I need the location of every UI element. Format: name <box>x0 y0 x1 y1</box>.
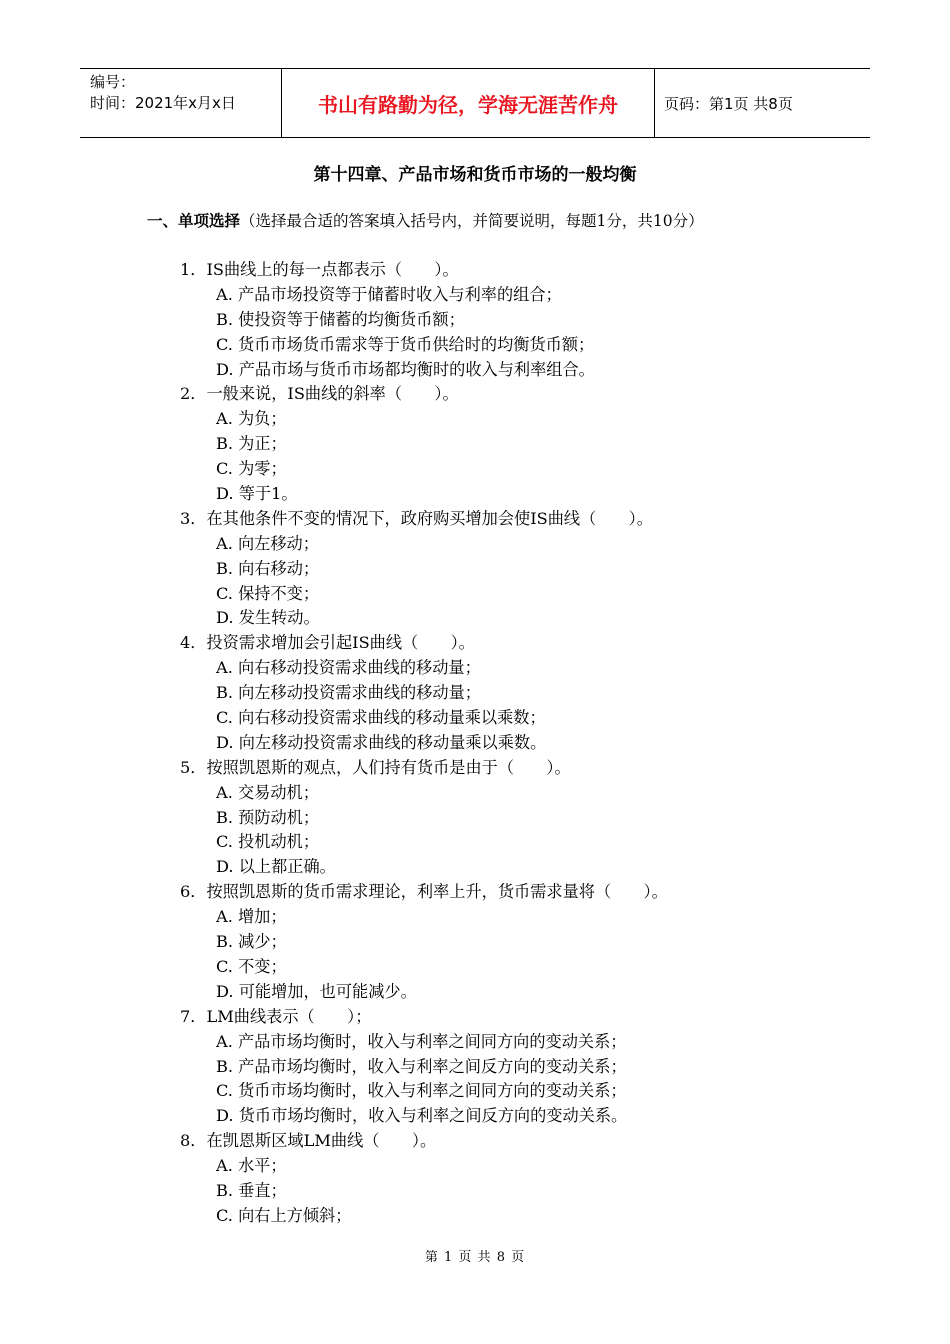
page-label-text: 页码：第1页 共8页 <box>664 94 793 113</box>
question-option: C. 为零； <box>216 459 287 479</box>
question-option: D. 货币市场均衡时，收入与利率之间反方向的变动关系。 <box>216 1106 628 1126</box>
chapter-title: 第十四章、产品市场和货币市场的一般均衡 <box>313 165 637 185</box>
question-option: B. 减少； <box>216 932 287 952</box>
question-option: C. 不变； <box>216 956 287 976</box>
time-label: 时间：2021年x月x日 <box>90 94 236 112</box>
question-option: B. 预防动机； <box>216 807 320 827</box>
section-heading <box>147 209 704 231</box>
question-option: A. 增加； <box>216 907 287 927</box>
header-meta <box>80 69 280 137</box>
question-option: A. 向右移动投资需求曲线的移动量； <box>216 658 481 678</box>
question-option: C. 向右上方倾斜； <box>216 1205 352 1225</box>
question-option: A. 产品市场均衡时，收入与利率之间同方向的变动关系； <box>216 1031 627 1051</box>
question-stem: 1．IS曲线上的每一点都表示（ ）。 <box>180 260 459 279</box>
question-option: C. 货币市场均衡时，收入与利率之间同方向的变动关系； <box>216 1081 627 1101</box>
page-label <box>664 69 870 137</box>
question-option: D. 发生转动。 <box>216 608 320 628</box>
question-stem: 4．投资需求增加会引起IS曲线（ ）。 <box>180 633 475 653</box>
question-option: C. 保持不变； <box>216 583 320 603</box>
question-option: D. 向左移动投资需求曲线的移动量乘以乘数。 <box>216 732 547 752</box>
section-title: 一、单项选择 <box>147 212 241 230</box>
question-option: B. 使投资等于储蓄的均衡货币额； <box>216 309 465 329</box>
question-option: C. 投机动机； <box>216 832 320 852</box>
question-stem: 5．按照凯恩斯的观点，人们持有货币是由于（ ）。 <box>180 757 571 777</box>
question-option: D. 可能增加，也可能减少。 <box>216 981 417 1001</box>
question-option: C. 货币市场货币需求等于货币供给时的均衡货币额； <box>216 334 595 354</box>
question-option: A. 产品市场投资等于储蓄时收入与利率的组合； <box>216 284 562 304</box>
page-footer: 第 1 页 共 8 页 <box>424 1250 526 1265</box>
question-stem: 3．在其他条件不变的情况下，政府购买增加会使IS曲线（ ）。 <box>180 508 653 528</box>
question-stem: 8．在凯恩斯区域LM曲线（ ）。 <box>180 1131 437 1151</box>
number-label: 编号： <box>90 73 136 91</box>
question-option: A. 交易动机； <box>216 782 319 802</box>
question-option: B. 垂直； <box>216 1180 287 1200</box>
question-option: B. 向左移动投资需求曲线的移动量； <box>216 683 481 703</box>
question-option: A. 向左移动； <box>216 533 319 553</box>
question-option: A. 为负； <box>216 409 287 429</box>
motto: 书山有路勤为径，学海无涯苦作舟 <box>281 69 655 137</box>
question-list <box>180 258 830 1229</box>
question-option: B. 为正； <box>216 434 287 454</box>
question-option: D. 以上都正确。 <box>216 857 336 877</box>
question-stem: 7．LM曲线表示（ ）； <box>180 1006 372 1026</box>
question-option: B. 产品市场均衡时，收入与利率之间反方向的变动关系； <box>216 1056 627 1076</box>
question-option: B. 向右移动； <box>216 558 320 578</box>
section-note: （选择最合适的答案填入括号内，并简要说明，每题1分，共10分） <box>240 212 704 230</box>
question-option: C. 向右移动投资需求曲线的移动量乘以乘数； <box>216 708 546 728</box>
question-option: D. 产品市场与货币市场都均衡时的收入与利率组合。 <box>216 359 595 379</box>
question-stem: 2．一般来说，IS曲线的斜率（ ）。 <box>180 384 459 404</box>
header-table <box>80 68 870 138</box>
question-option: A. 水平； <box>216 1156 287 1176</box>
question-option: D. 等于1。 <box>216 484 298 504</box>
question-stem: 6．按照凯恩斯的货币需求理论，利率上升，货币需求量将（ ）。 <box>180 882 668 902</box>
